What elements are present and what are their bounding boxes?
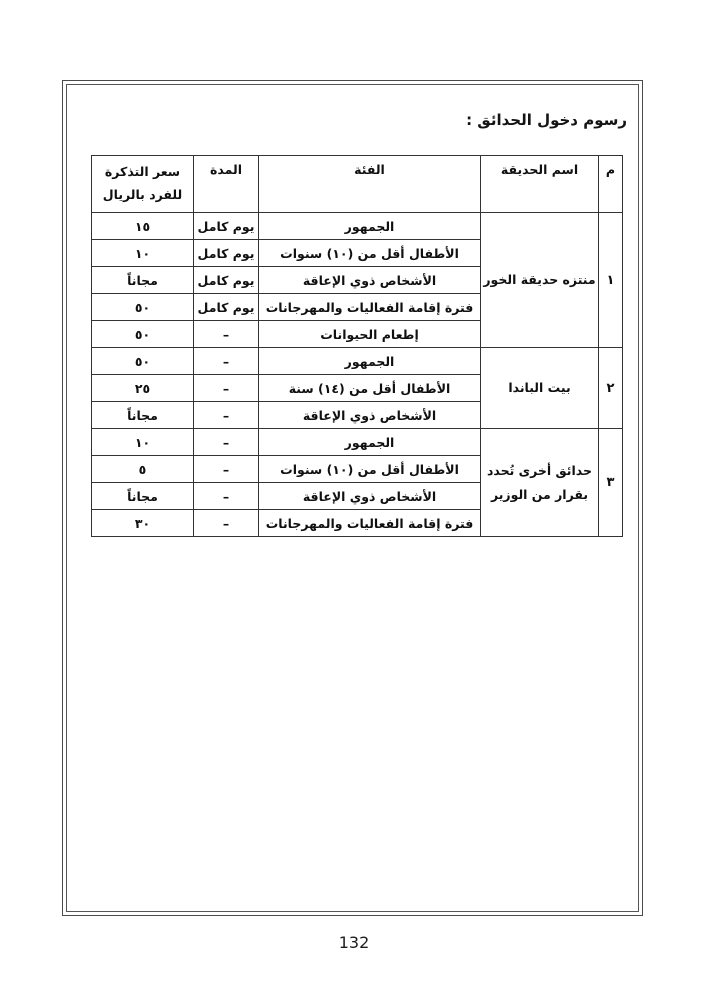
table-row (92, 429, 623, 456)
col-header-ticket-price-line1: سعر التذكرة (104, 164, 181, 179)
duration-cell: يوم كامل (194, 240, 259, 267)
row-number-cell: ١ (599, 213, 623, 348)
price-cell: ٥٠ (92, 294, 194, 321)
category-cell: الجمهور (259, 348, 481, 375)
price-cell: ٣٠ (92, 510, 194, 537)
duration-cell: – (194, 429, 259, 456)
duration-cell: – (194, 375, 259, 402)
table-row (92, 213, 623, 240)
duration-cell: – (194, 321, 259, 348)
col-header-category: الفئة (259, 156, 481, 213)
row-number-cell: ٢ (599, 348, 623, 429)
duration-cell: يوم كامل (194, 294, 259, 321)
park-name-cell: حدائق أخرى تُحدد بقرار من الوزير (481, 429, 599, 537)
duration-cell: – (194, 456, 259, 483)
page-number: 132 (338, 933, 370, 952)
col-header-duration: المدة (194, 156, 259, 213)
price-cell: ٥٠ (92, 348, 194, 375)
park-name-cell: منتزه حديقة الخور (481, 213, 599, 348)
header-row (92, 156, 623, 213)
duration-cell: يوم كامل (194, 213, 259, 240)
category-cell: فترة إقامة الفعاليات والمهرجانات (259, 294, 481, 321)
price-cell: مجاناً (92, 267, 194, 294)
category-cell: الأشخاص ذوي الإعاقة (259, 402, 481, 429)
price-cell: ٥ (92, 456, 194, 483)
col-header-ticket-price-line2: للفرد بالريال (102, 187, 183, 203)
document-title: رسوم دخول الحدائق : (466, 111, 627, 129)
duration-cell: – (194, 483, 259, 510)
price-cell: مجاناً (92, 483, 194, 510)
col-header-num: م (599, 156, 623, 213)
col-header-ticket-price (92, 156, 194, 213)
duration-cell: – (194, 510, 259, 537)
table-row (92, 348, 623, 375)
duration-cell: يوم كامل (194, 267, 259, 294)
category-cell: الأطفال أقل من (١٤) سنة (259, 375, 481, 402)
duration-cell: – (194, 348, 259, 375)
category-cell: الجمهور (259, 429, 481, 456)
price-cell: مجاناً (92, 402, 194, 429)
category-cell: الأشخاص ذوي الإعاقة (259, 483, 481, 510)
category-cell: فترة إقامة الفعاليات والمهرجانات (259, 510, 481, 537)
park-entry-fees-table (91, 155, 623, 537)
park-name-cell: بيت الباندا (481, 348, 599, 429)
category-cell: الأطفال أقل من (١٠) سنوات (259, 240, 481, 267)
price-cell: ١٠ (92, 429, 194, 456)
duration-cell: – (194, 402, 259, 429)
price-cell: ١٥ (92, 213, 194, 240)
price-cell: ٥٠ (92, 321, 194, 348)
category-cell: الأطفال أقل من (١٠) سنوات (259, 456, 481, 483)
category-cell: الأشخاص ذوي الإعاقة (259, 267, 481, 294)
row-number-cell: ٣ (599, 429, 623, 537)
price-cell: ٢٥ (92, 375, 194, 402)
price-cell: ١٠ (92, 240, 194, 267)
category-cell: الجمهور (259, 213, 481, 240)
col-header-park-name: اسم الحديقة (481, 156, 599, 213)
category-cell: إطعام الحيوانات (259, 321, 481, 348)
